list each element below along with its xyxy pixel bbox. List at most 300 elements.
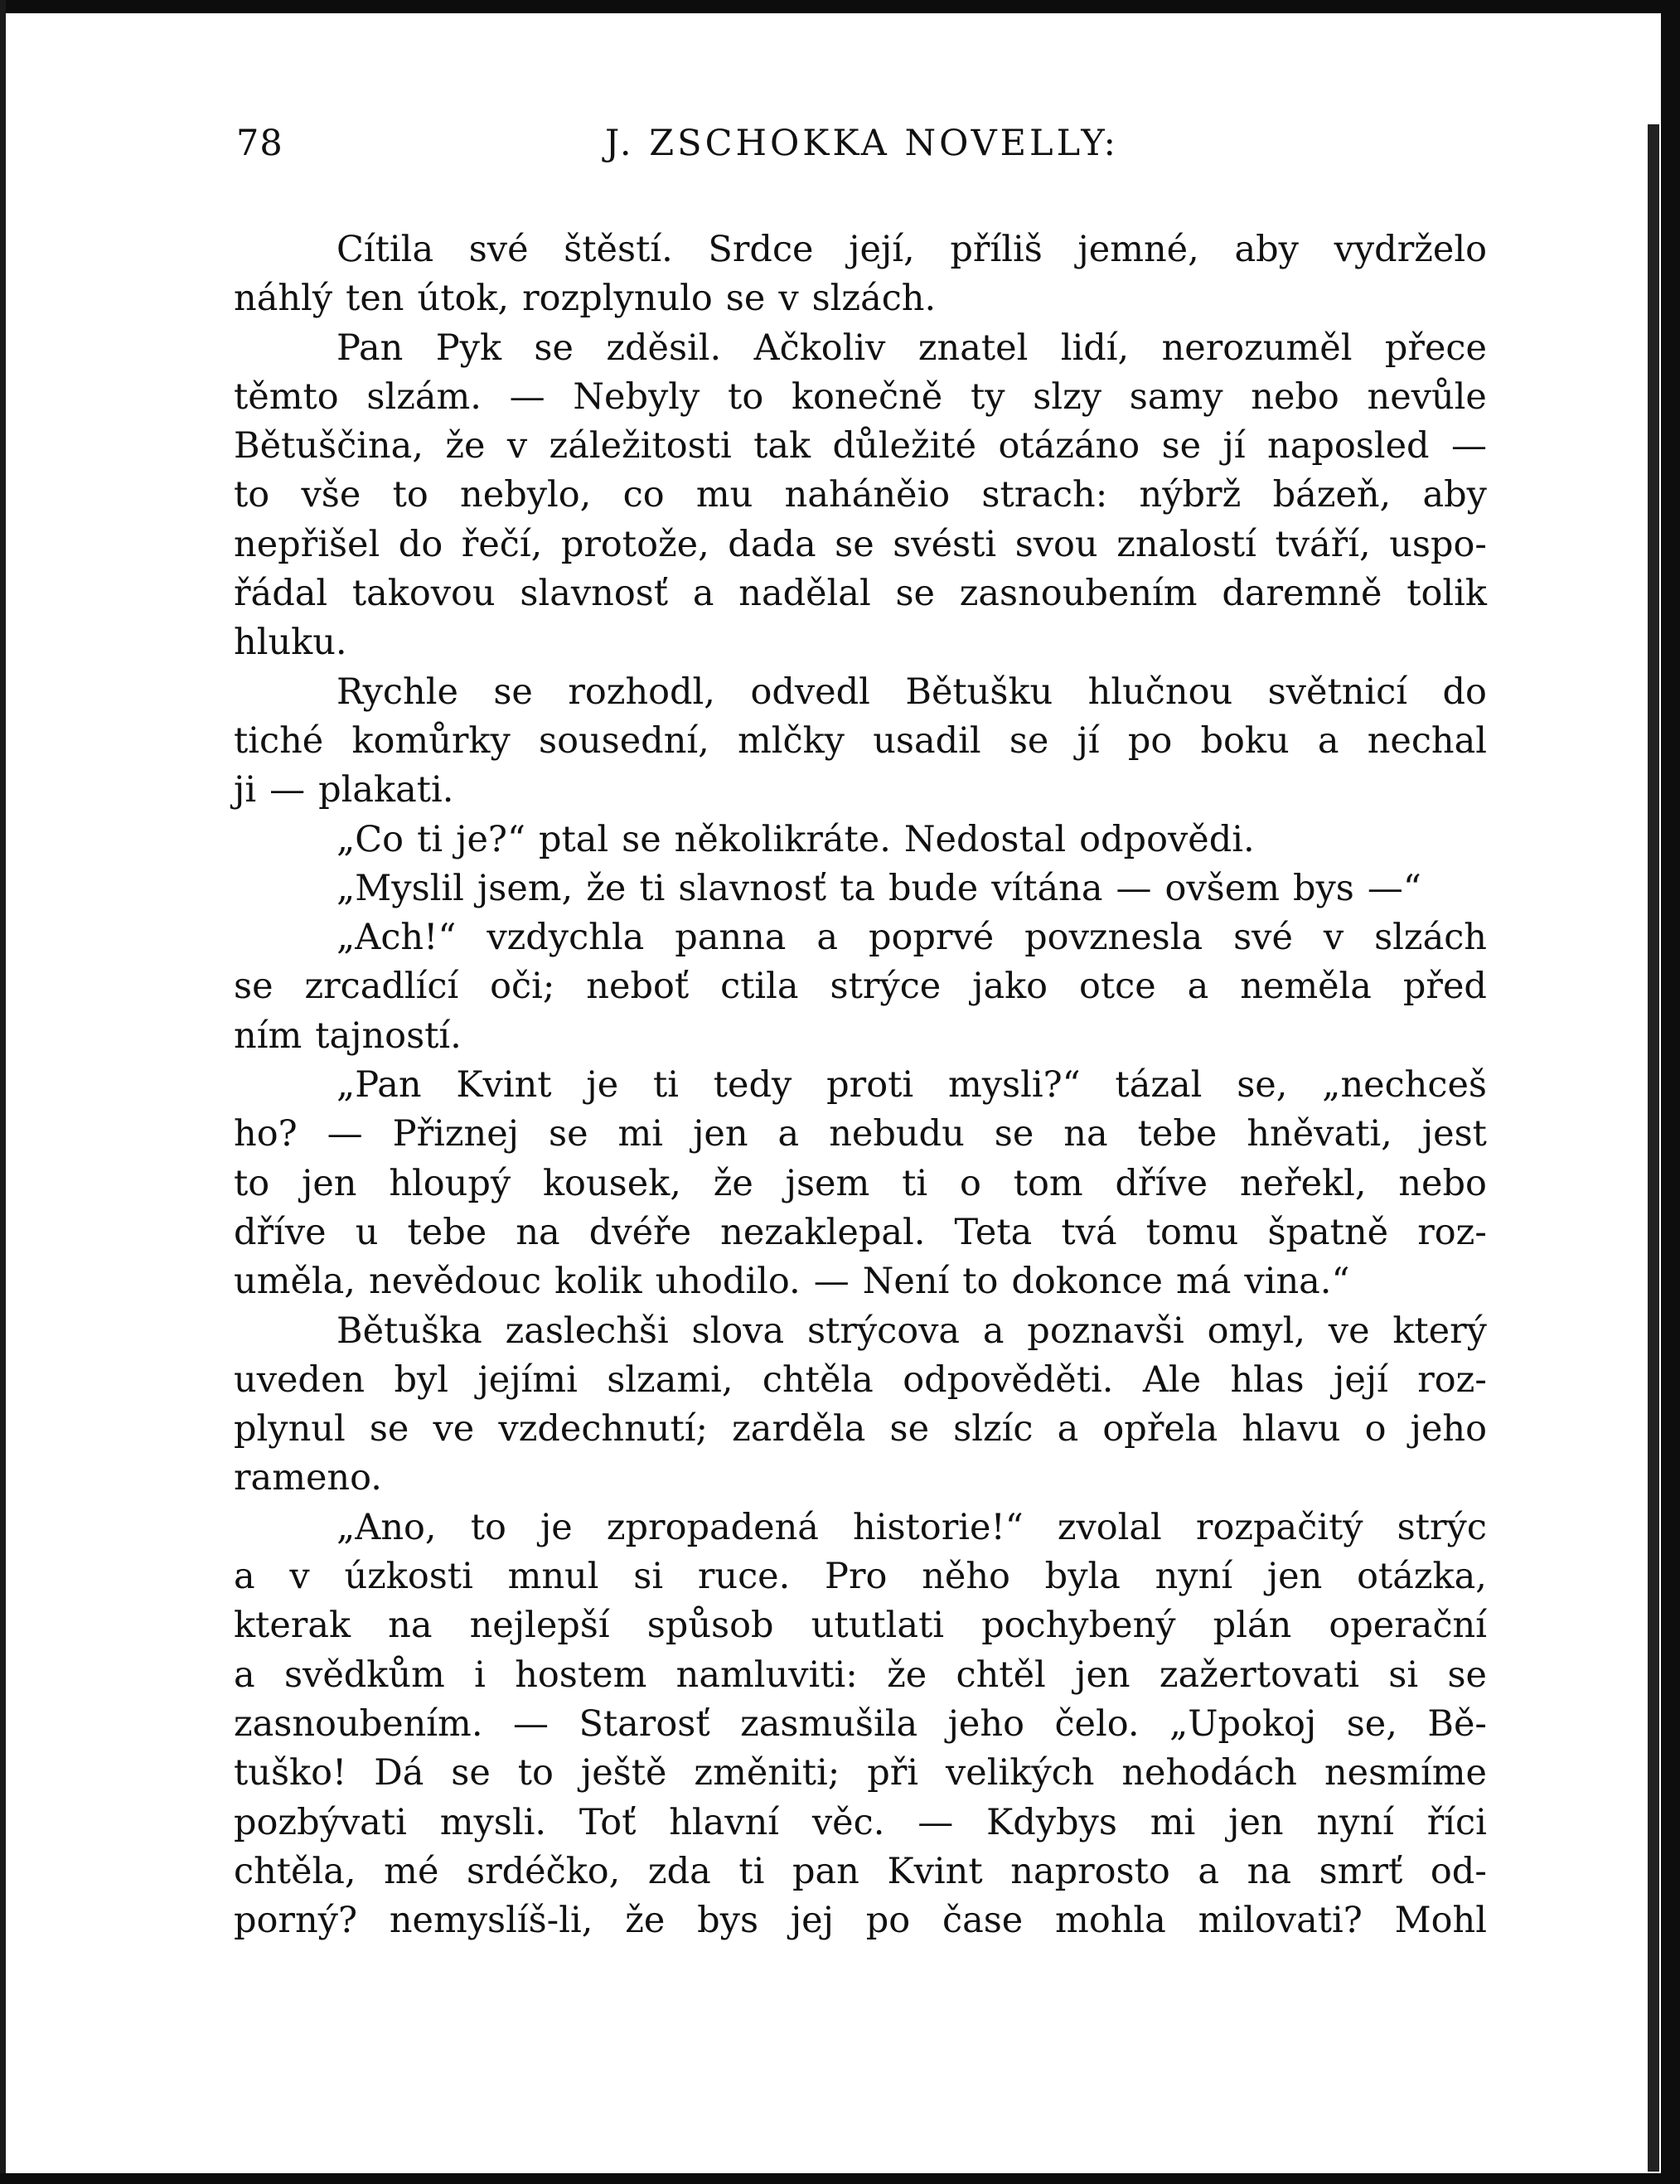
text-word: několikráte. [674, 818, 891, 860]
text-line [234, 521, 1487, 569]
text-word: jen [1075, 1654, 1130, 1696]
text-word: tedy [713, 1064, 792, 1107]
text-word: a [777, 1113, 800, 1155]
scan-border-top [0, 0, 1680, 13]
text-word: panna [675, 917, 787, 959]
body-text [234, 225, 1487, 1945]
text-line [234, 1749, 1487, 1798]
text-word: usadil [873, 719, 981, 762]
text-word: slzám. [366, 375, 482, 418]
text-word: povznesla [1024, 917, 1203, 959]
text-word: po [1127, 719, 1173, 762]
text-word: Nedostal [903, 818, 1067, 860]
text-word: Pan [336, 327, 404, 369]
text-word: Mohl [1394, 1900, 1487, 1942]
text-word: že [625, 1900, 666, 1942]
text-line [234, 1454, 1487, 1503]
text-word: byla [1044, 1556, 1121, 1598]
text-word: strýcova [806, 1310, 961, 1352]
text-word: slavnosť [678, 867, 827, 909]
text-word: ctila [720, 966, 799, 1008]
text-word: oči; [490, 966, 555, 1008]
text-word: útok, [417, 278, 510, 320]
text-word: Kdybys [986, 1801, 1117, 1843]
text-word: nepřišel [234, 523, 380, 565]
text-line [234, 422, 1487, 471]
text-word: to [470, 1506, 506, 1548]
scan-border-left [0, 0, 6, 2184]
text-word: nadělal [738, 573, 871, 615]
text-word: vše [301, 474, 361, 516]
text-word: se [451, 1752, 491, 1794]
text-word: zažertovati [1159, 1654, 1359, 1696]
text-word: nechal [1367, 719, 1487, 762]
text-word: se [549, 1113, 588, 1155]
text-word: Bětuška [336, 1310, 482, 1352]
text-word: jest [1421, 1113, 1487, 1155]
text-word: naháněio [784, 474, 951, 516]
page-header [236, 123, 1488, 172]
text-line [234, 766, 1487, 815]
text-word: odpovědi. [1079, 818, 1255, 860]
text-word: si [633, 1556, 664, 1598]
text-word: nejlepší [469, 1605, 610, 1647]
text-word: dokonce [1011, 1261, 1163, 1303]
text-word: v [1323, 917, 1344, 959]
text-word: že [887, 1654, 927, 1696]
text-word: lidí, [1060, 327, 1130, 369]
text-word: historie!“ [853, 1506, 1024, 1548]
text-line [234, 1896, 1487, 1945]
text-word: — [813, 1261, 850, 1303]
text-word: zpropadená [606, 1506, 819, 1548]
text-line [234, 618, 1487, 667]
text-word: jejími [477, 1358, 578, 1401]
text-word: zasnoubením. [234, 1702, 483, 1745]
text-word: neměla [1240, 966, 1372, 1008]
text-word: operační [1329, 1605, 1487, 1647]
text-word: se [369, 1408, 409, 1450]
text-word: mu [695, 474, 753, 516]
text-word: mé [384, 1850, 439, 1892]
text-word: světnicí [1267, 671, 1408, 713]
text-line [234, 373, 1487, 422]
text-word: takovou [351, 573, 496, 615]
text-word: jeho [947, 1702, 1024, 1745]
text-word: se [1447, 1654, 1487, 1696]
text-word: otce [1079, 966, 1156, 1008]
text-word: Cítila [336, 229, 434, 270]
text-word: hlas [1230, 1358, 1305, 1401]
text-word: řečí, [461, 523, 543, 565]
text-word: Teta [954, 1211, 1033, 1253]
text-word: omyl, [1207, 1310, 1305, 1352]
text-word: to [728, 375, 764, 418]
text-word: znalostí [1116, 523, 1256, 565]
text-word: „Ano, [336, 1506, 437, 1548]
text-word: před [1402, 966, 1487, 1008]
text-word: roz- [1417, 1211, 1487, 1253]
text-word: svědkům [283, 1654, 445, 1696]
text-word: co [622, 474, 665, 516]
text-word: konečně [791, 375, 943, 418]
text-word: znatel [917, 327, 1029, 369]
text-line [234, 962, 1487, 1011]
text-word: je [586, 1064, 619, 1107]
text-word: opřela [1102, 1408, 1218, 1450]
text-word: ty [970, 375, 1005, 418]
text-word: se, [1237, 1064, 1288, 1107]
text-word: se [493, 671, 533, 713]
text-word: — [269, 769, 306, 811]
text-word: bázeň, [1272, 474, 1392, 516]
text-word: nerozuměl [1161, 327, 1353, 369]
text-word: slzách [1374, 917, 1487, 959]
text-line [234, 913, 1487, 962]
text-word: tak [753, 425, 811, 467]
text-word: jako [972, 966, 1048, 1008]
text-line [234, 1700, 1487, 1749]
text-word: tuško! [234, 1752, 347, 1794]
scan-border-bottom [0, 2173, 1680, 2184]
text-word: a [1198, 1850, 1220, 1892]
text-word: pan [792, 1850, 859, 1892]
text-word: mlčky [738, 719, 845, 762]
text-word: kolik [554, 1261, 642, 1303]
text-word: zasmušila [740, 1702, 918, 1745]
text-word: uměla, [234, 1261, 356, 1303]
text-word: chtěla [762, 1358, 874, 1401]
text-word: na [1247, 1850, 1291, 1892]
text-word: svésti [893, 523, 997, 565]
text-word: rozhodl, [568, 671, 715, 713]
scan-border-right [1661, 0, 1680, 2184]
text-word: mi [617, 1113, 664, 1155]
text-word: plán [1213, 1605, 1292, 1647]
text-word: Bětušku [905, 671, 1053, 713]
text-word: a [234, 1654, 255, 1696]
text-word: tvá [1061, 1211, 1117, 1253]
text-word: tom [1013, 1162, 1083, 1204]
text-word: a [692, 573, 714, 615]
text-word: se [994, 1113, 1034, 1155]
text-word: komůrky [351, 719, 511, 762]
text-word: uveden [234, 1358, 366, 1401]
text-word: ti [417, 818, 443, 860]
text-word: namluviti: [675, 1654, 858, 1696]
text-word: se [1161, 425, 1202, 467]
text-word: v [506, 425, 528, 467]
text-line [234, 816, 1487, 864]
text-word: nevůle [1367, 375, 1487, 418]
text-word: Pro [825, 1556, 888, 1598]
text-word: bude [888, 867, 979, 909]
text-word: svou [1014, 523, 1098, 565]
text-word: jen [1228, 1801, 1284, 1843]
text-line [234, 1061, 1487, 1110]
text-word: mohla [1055, 1900, 1166, 1942]
text-word: nezaklepal. [720, 1211, 926, 1253]
text-word: ním [234, 1015, 303, 1057]
text-line [234, 864, 1487, 913]
text-word: nesmíme [1324, 1752, 1487, 1794]
text-word: mi [1150, 1801, 1196, 1843]
text-word: porný? [234, 1900, 358, 1942]
text-line [234, 1552, 1487, 1601]
text-word: čelo. [1054, 1702, 1140, 1745]
text-word: v [289, 1556, 310, 1598]
text-word: se [835, 523, 874, 565]
text-word: milovati? [1198, 1900, 1363, 1942]
text-word: protože, [560, 523, 709, 565]
book-edge-shadow [1648, 124, 1659, 2172]
text-word: a [1187, 966, 1209, 1008]
text-word: ve [433, 1408, 475, 1450]
text-line [234, 1257, 1487, 1306]
text-word: poprvé [868, 917, 995, 959]
text-word: — [327, 1113, 363, 1155]
text-word: strýc [1397, 1506, 1487, 1548]
text-word: ruce. [697, 1556, 791, 1598]
text-word: ta [840, 867, 875, 909]
text-word: Pyk [435, 327, 502, 369]
text-word: Toť [579, 1801, 637, 1843]
text-word: ovšem [1164, 867, 1280, 909]
text-word: vina.“ [1244, 1261, 1350, 1303]
text-word: plynul [234, 1408, 346, 1450]
text-word: od- [1430, 1850, 1487, 1892]
text-word: neřekl, [1239, 1162, 1367, 1204]
text-word: to [517, 1752, 554, 1794]
text-word: tomu [1145, 1211, 1239, 1253]
text-word: hněvati, [1247, 1113, 1392, 1155]
text-line [234, 1651, 1487, 1700]
text-word: tebe [1137, 1113, 1218, 1155]
text-word: nýbrž [1139, 474, 1242, 516]
text-word: Přiznej [392, 1113, 520, 1155]
text-line [234, 717, 1487, 766]
text-line [234, 1799, 1487, 1847]
text-word: poznavši [1027, 1310, 1184, 1352]
text-word: vydrželo [1334, 229, 1487, 270]
text-word: nehodách [1121, 1752, 1298, 1794]
text-word: slzách. [811, 278, 937, 320]
text-word: má [1175, 1261, 1232, 1303]
text-word: jí [1077, 719, 1100, 762]
text-word: „Ach!“ [336, 917, 457, 959]
text-word: bys [697, 1900, 759, 1942]
text-word: rozplynulo [522, 278, 713, 320]
text-line [234, 1356, 1487, 1405]
text-word: příliš [950, 229, 1043, 270]
text-line [234, 1012, 1487, 1061]
text-word: zaslechši [505, 1310, 669, 1352]
text-word: nebudu [829, 1113, 965, 1155]
text-word: je?“ [456, 818, 525, 860]
text-word: hloupý [389, 1162, 511, 1204]
text-word: boku [1200, 719, 1290, 762]
text-word: neboť [586, 966, 690, 1008]
text-word: aby [1422, 474, 1487, 516]
text-word: jí [1222, 425, 1246, 467]
text-word: rozpačitý [1195, 1506, 1363, 1548]
text-word: náhlý [234, 278, 333, 320]
text-word: to [392, 474, 428, 516]
text-word: se [725, 278, 766, 320]
text-word: smrť [1319, 1850, 1403, 1892]
text-word: tváří, [1275, 523, 1371, 565]
text-line [234, 1160, 1487, 1208]
text-word: naprosto [1010, 1850, 1170, 1892]
text-word: ti [902, 1162, 928, 1204]
text-line [234, 1847, 1487, 1896]
text-word: ještě [580, 1752, 667, 1794]
text-word: pochybený [981, 1605, 1176, 1647]
text-word: dříve [234, 1211, 327, 1253]
text-word: pozbývati [234, 1801, 407, 1843]
text-word: úzkosti [344, 1556, 473, 1598]
text-word: bys [1292, 867, 1354, 909]
text-word: že [713, 1162, 753, 1204]
text-word: a [234, 1556, 255, 1598]
text-word: je [540, 1506, 573, 1548]
text-word: mysli?“ [947, 1064, 1081, 1107]
text-word: ptal [538, 818, 609, 860]
text-word: velikých [946, 1752, 1095, 1794]
text-word: ten [346, 278, 404, 320]
text-line [234, 1504, 1487, 1552]
text-word: — [917, 1801, 954, 1843]
text-line [234, 668, 1487, 717]
text-word: nyní [1155, 1556, 1233, 1598]
text-word: „Myslil [336, 867, 464, 909]
text-word: vítána [991, 867, 1103, 909]
text-word: Dá [374, 1752, 424, 1794]
text-word: jsem [785, 1162, 870, 1204]
text-word: proti [826, 1064, 914, 1107]
text-word: to [234, 1162, 270, 1204]
text-word: štěstí. [564, 229, 673, 270]
text-word: slzami, [607, 1358, 733, 1401]
text-word: ve [1328, 1310, 1370, 1352]
text-word: Kvint [456, 1064, 552, 1107]
text-word: na [1063, 1113, 1108, 1155]
text-word: Kvint [887, 1850, 983, 1892]
text-word: — [1116, 867, 1152, 909]
text-word: otázáno [998, 425, 1140, 467]
text-word: „Upokoj [1169, 1702, 1317, 1745]
text-word: slavnosť [520, 573, 669, 615]
text-word: Není [862, 1261, 950, 1303]
text-word: tázal [1115, 1064, 1203, 1107]
text-word: její, [849, 229, 915, 270]
text-word: nevědouc [368, 1261, 542, 1303]
text-word: si [1388, 1654, 1419, 1696]
text-word: rameno. [234, 1457, 382, 1499]
text-word: vzdechnutí; [498, 1408, 709, 1450]
text-word: důležité [832, 425, 977, 467]
text-word: — [509, 375, 545, 418]
text-word: změniti; [694, 1752, 840, 1794]
text-word: „Co [336, 818, 404, 860]
text-word: daremně [1222, 573, 1382, 615]
text-word: se [622, 818, 661, 860]
text-word: zasnoubením [959, 573, 1198, 615]
text-word: těmto [234, 375, 339, 418]
text-word: hlavu [1242, 1408, 1341, 1450]
text-word: plakati. [318, 769, 454, 811]
text-word: dvéře [588, 1211, 692, 1253]
text-word: i [474, 1654, 486, 1696]
text-line [234, 1307, 1487, 1356]
text-word: jej [790, 1900, 834, 1942]
text-word: na [388, 1605, 433, 1647]
text-word: do [1442, 671, 1487, 713]
text-word: se [895, 573, 935, 615]
text-word: sousední, [539, 719, 709, 762]
text-word: Starosť [579, 1702, 710, 1745]
text-word: její [1333, 1358, 1388, 1401]
text-word: uspo- [1389, 523, 1487, 565]
text-word: Bětuščina, [234, 425, 424, 467]
text-word: u [355, 1211, 379, 1253]
text-word: v [778, 278, 799, 320]
text-line [234, 1405, 1487, 1454]
text-word: to [234, 474, 270, 516]
text-word: byl [394, 1358, 449, 1401]
text-word: aby [1234, 229, 1299, 270]
text-word: naposled [1267, 425, 1430, 467]
text-word: který [1392, 1310, 1487, 1352]
text-word: odvedl [750, 671, 870, 713]
text-word: jemné, [1077, 229, 1199, 270]
text-word: o [959, 1162, 981, 1204]
text-word: po [865, 1900, 911, 1942]
text-word: slzíc [953, 1408, 1034, 1450]
text-word: zarděla [732, 1408, 866, 1450]
text-word: a [816, 917, 838, 959]
text-word: Ačkoliv [753, 327, 886, 369]
text-line [234, 274, 1487, 323]
text-word: odpověděti. [903, 1358, 1114, 1401]
text-word: ji [234, 769, 257, 811]
text-word: říci [1426, 1801, 1487, 1843]
text-word: nebo [1398, 1162, 1487, 1204]
text-word: ti [652, 1064, 679, 1107]
text-word: Nebyly [573, 375, 700, 418]
text-word: chtěl [956, 1654, 1046, 1696]
text-word: své [1233, 917, 1293, 959]
text-word: hlučnou [1087, 671, 1233, 713]
text-word: při [867, 1752, 919, 1794]
text-word: se [1009, 719, 1049, 762]
text-word: hlavní [669, 1801, 780, 1843]
text-word: řádal [234, 573, 328, 615]
text-word: se, [1346, 1702, 1397, 1745]
text-word: dada [728, 523, 816, 565]
text-word: ututlati [811, 1605, 944, 1647]
text-word: roz- [1417, 1358, 1487, 1401]
text-word: mysli. [439, 1801, 547, 1843]
text-word: tolik [1406, 573, 1487, 615]
text-word: a [1317, 719, 1339, 762]
text-word: strýce [830, 966, 942, 1008]
text-word: uhodilo. [655, 1261, 801, 1303]
text-word: spůsob [646, 1605, 774, 1647]
text-word: že [445, 425, 486, 467]
text-line [234, 569, 1487, 618]
text-word: Rychle [336, 671, 458, 713]
